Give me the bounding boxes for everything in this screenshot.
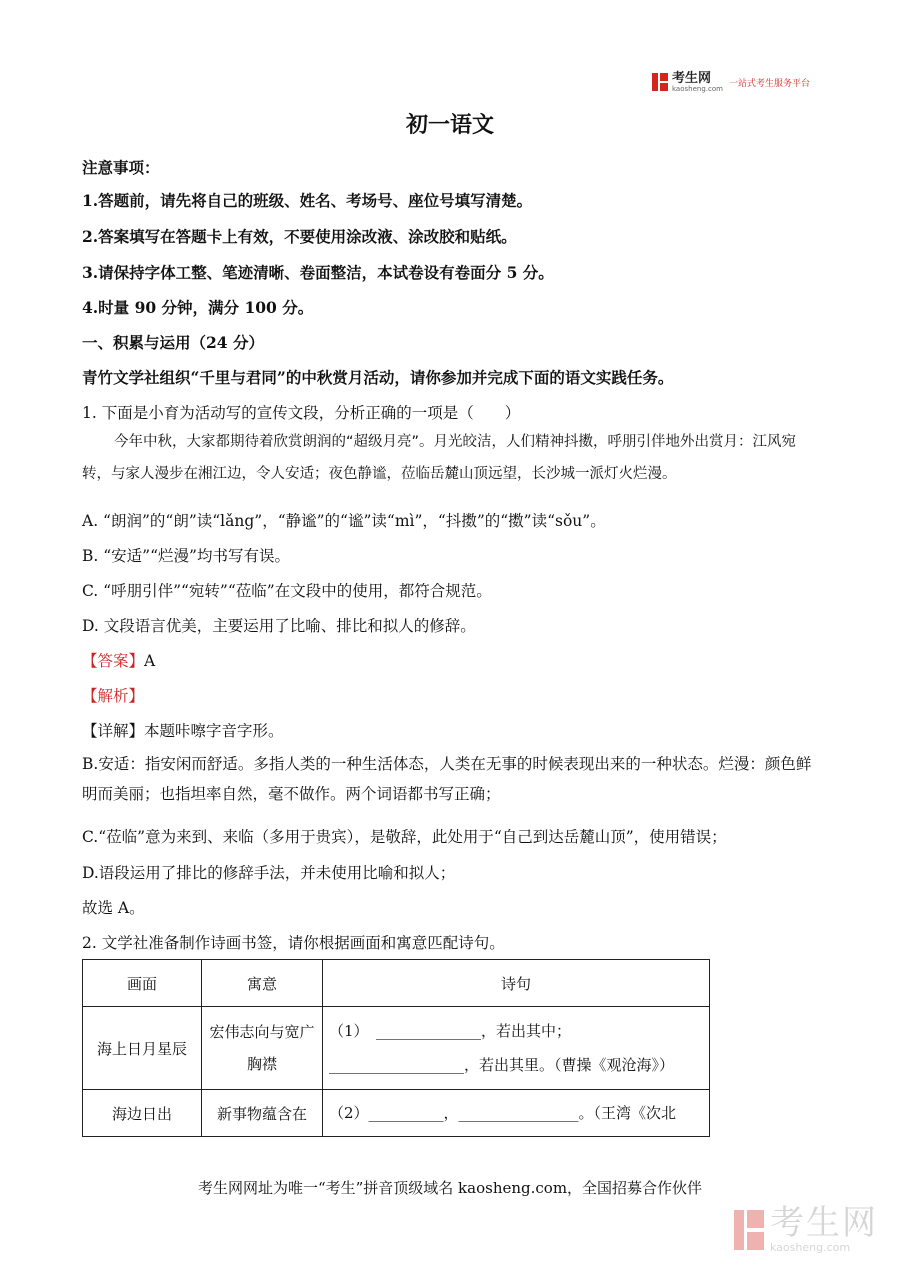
note-item: 3.请保持字体工整、笔迹清晰、卷面整洁，本试卷设有卷面分 5 分。 — [82, 263, 554, 282]
poem-line: （2）__________，________________。（王湾《次北 — [329, 1104, 677, 1122]
page-footer: 考生网网址为唯一“考生”拼音顶级域名 kaosheng.com，全国招募合作伙伴 — [197, 1179, 703, 1197]
note-item: 2.答案填写在答题卡上有效，不要使用涂改液、涂改胶和贴纸。 — [82, 227, 517, 246]
logo-name: 考生网 — [672, 70, 712, 86]
cell-picture: 海上日月星辰 — [83, 1007, 202, 1090]
option-b: B. “安适”“烂漫”均书写有误。 — [82, 547, 290, 565]
cell-meaning: 宏伟志向与宽广胸襟 — [202, 1007, 323, 1090]
poem-table — [82, 959, 710, 1137]
option-a: A. “朗润”的“朗”读“lǎng”，“静谧”的“谧”读“mì”，“抖擞”的“擞”读“sǒu”。 — [82, 512, 606, 530]
detail-tag: 【详解】 — [82, 722, 145, 740]
watermark-name: 考生网 — [770, 1203, 878, 1243]
detail-line — [82, 719, 284, 741]
note-item: 1.答题前，请先将自己的班级、姓名、考场号、座位号填写清楚。 — [82, 191, 533, 210]
explanation-b: B.安适：指安闲而舒适。多指人类的一种生活体态，人类在无事的时候表现出来的一种状态。烂漫：颜色鲜明而美丽；也指坦率自然，毫不做作。两个词语都书写正确； — [82, 755, 812, 803]
header-meaning: 寓意 — [202, 960, 323, 1007]
answer-line — [82, 649, 155, 671]
poem-line: （1） ______________，若出其中； — [329, 1022, 572, 1040]
logo-slogan: 一站式考生服务平台 — [728, 78, 810, 89]
watermark — [734, 1203, 878, 1254]
cell-meaning: 新事物蕴含在 — [202, 1090, 323, 1137]
option-c: C. “呼朋引伴”“宛转”“莅临”在文段中的使用，都符合规范。 — [82, 582, 492, 600]
poem-line: __________________，若出其里。（曹操《观沧海》） — [329, 1056, 675, 1074]
header-picture: 画面 — [83, 960, 202, 1007]
watermark-domain: kaosheng.com — [770, 1241, 851, 1254]
conclusion: 故选 A。 — [82, 899, 145, 917]
logo-domain: kaosheng.com — [672, 84, 723, 93]
option-d: D. 文段语言优美，主要运用了比喻、排比和拟人的修辞。 — [82, 617, 476, 635]
explanation-c: C.“莅临”意为来到、来临（多用于贵宾），是敬辞，此处用于“自己到达岳麓山顶”，使用错误； — [82, 828, 727, 846]
cell-poem — [323, 1007, 710, 1090]
section-intro: 青竹文学社组织“千里与君同”的中秋赏月活动，请你参加并完成下面的语文实践任务。 — [82, 368, 674, 387]
answer-tag: 【答案】 — [82, 652, 145, 670]
analysis-tag: 【解析】 — [82, 687, 145, 705]
question-1-stem: 1. 下面是小育为活动写的宣传文段，分析正确的一项是（ ） — [82, 404, 521, 422]
explanation-d: D.语段运用了排比的修辞手法，并未使用比喻和拟人； — [82, 864, 456, 882]
kaosheng-logo-icon — [652, 73, 668, 91]
cell-picture: 海边日出 — [83, 1090, 202, 1137]
cell-poem — [323, 1090, 710, 1137]
page-title: 初一语文 — [405, 112, 494, 138]
question-1-passage: 今年中秋，大家都期待着欣赏朗润的“超级月亮”。月光皎洁，人们精神抖擞，呼朋引伴地外出赏月：江风宛转，与家人漫步在湘江边，令人安适；夜色静谧，莅临岳麓山顶远望，长沙城一派灯火烂漫。 — [82, 434, 797, 482]
table-row — [83, 1007, 710, 1090]
header-logo — [652, 70, 810, 94]
section-heading: 一、积累与运用（24 分） — [82, 333, 264, 352]
question-2-stem: 2. 文学社准备制作诗画书签，请你根据画面和寓意匹配诗句。 — [82, 934, 505, 952]
table-row — [83, 1090, 710, 1137]
answer-value: A — [144, 652, 156, 670]
table-header-row — [83, 960, 710, 1007]
kaosheng-watermark-icon — [734, 1210, 764, 1250]
header-poem: 诗句 — [323, 960, 710, 1007]
detail-text: 本题咔嚓字音字形。 — [144, 722, 284, 740]
note-item: 4.时量 90 分钟，满分 100 分。 — [82, 298, 314, 317]
notes-heading: 注意事项： — [82, 158, 160, 177]
